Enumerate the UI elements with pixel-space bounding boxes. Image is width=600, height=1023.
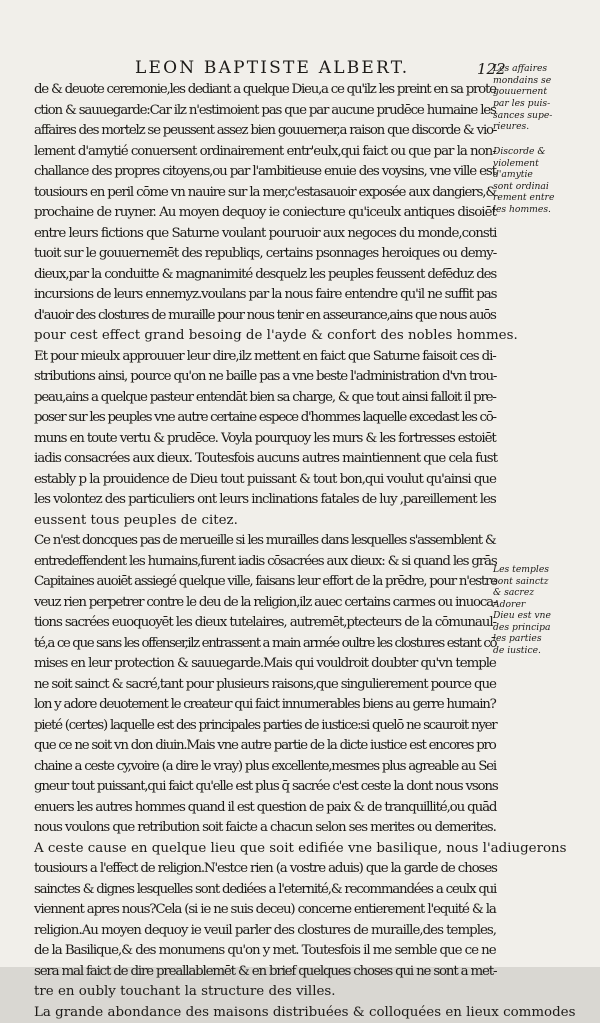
- margin-note-line: Dieu est vne: [493, 610, 599, 622]
- margin-note-line: violement: [493, 158, 599, 170]
- text-line: entre leurs fictions que Saturne voulant pouruoir aux negoces du monde,consti: [34, 224, 496, 245]
- margin-note-line: par les puis-: [493, 98, 599, 110]
- text-line: gneur tout puissant,qui faict qu'elle est plus q̄ sacrée c'est ceste la dont nous vsons: [34, 777, 496, 798]
- margin-note-line: mondains se: [493, 75, 599, 87]
- text-line: estably p la prouidence de Dieu tout puissant & tout bon,qui voulut qu'ainsi que: [34, 470, 496, 491]
- page-number: 122: [477, 60, 506, 78]
- text-line: poser sur les peuples vne autre certaine espece d'hommes laquelle excedast les cō-: [34, 408, 496, 429]
- margin-note: [493, 146, 599, 215]
- text-line: té,a ce que sans les offenser,ilz entrassent a main armée oultre les clostures estant cō: [34, 634, 496, 655]
- text-line: tuoit sur le gouuernemēt des republiqs, certains psonnages heroiques ou demy-: [34, 244, 496, 265]
- margin-note-line: & sacrez: [493, 587, 599, 599]
- margin-note-line: d'amytie: [493, 169, 599, 181]
- text-line: veuz rien perpetrer contre le deu de la religion,ilz auec certains carmes ou inuoca-: [34, 593, 496, 614]
- margin-note-line: les hommes.: [493, 204, 599, 216]
- text-line: de la Basilique,& des monumens qu'on y met. Toutesfois il me semble que ce ne: [34, 941, 496, 962]
- margin-note-line: les parties: [493, 633, 599, 645]
- margin-note-line: sont ordinai: [493, 181, 599, 193]
- text-line: Et pour mieulx approuuer leur dire,ilz mettent en faict que Saturne faisoit ces di-: [34, 347, 496, 368]
- margin-note-line: gouuernent: [493, 86, 599, 98]
- text-line: entredeffendent les humains,furent iadis cōsacrées aux dieux: & si quand les grās: [34, 552, 496, 573]
- text-line: stributions ainsi, pource qu'on ne baille pas a vne beste l'administration d'vn trou-: [34, 367, 496, 388]
- text-line: viennent apres nous?Cela (si ie ne suis deceu) concerne entierement l'equité & la: [34, 900, 496, 921]
- text-line: incursions de leurs ennemyz.voulans par la nous faire entendre qu'il ne suffit pas: [34, 285, 496, 306]
- margin-note-line: de iustice.: [493, 645, 599, 657]
- text-line: prochaine de ruyner. Au moyen dequoy ie coniecture qu'iceulx antiques disoiēt: [34, 203, 496, 224]
- text-line: mises en leur protection & sauuegarde.Mais qui vouldroit doubter qu'vn temple: [34, 654, 496, 675]
- body-text: [34, 80, 496, 1023]
- text-line: sainctes & dignes lesquelles sont dediées a l'eternité,& recommandées a ceulx qui: [34, 880, 496, 901]
- text-line: tousiours en peril cōme vn nauire sur la mer,c'estasauoir exposée aux dangiers,&: [34, 183, 496, 204]
- text-line: tre en oubly touchant la structure des villes.: [34, 982, 496, 1003]
- text-line: eussent tous peuples de citez.: [34, 511, 496, 532]
- text-line: affaires des mortelz se peussent assez bien gouuerner,a raison que discorde & vio-: [34, 121, 496, 142]
- text-line: La grande abondance des maisons distribuées & colloquées en lieux commodes: [34, 1003, 496, 1023]
- text-line: challance des propres citoyens,ou par l'ambitieuse enuie des voysins, vne ville est: [34, 162, 496, 183]
- text-line: enuers les autres hommes quand il est question de paix & de tranquillité,ou quād: [34, 798, 496, 819]
- text-line: pour cest effect grand besoing de l'ayde & confort des nobles hommes.: [34, 326, 496, 347]
- text-line: que ce ne soit vn don diuin.Mais vne autre partie de la dicte iustice est encores pro: [34, 736, 496, 757]
- margin-note: [493, 63, 599, 98]
- text-line: lon y adore deuotement le createur qui faict innumerables biens au gerre humain?: [34, 695, 496, 716]
- margin-note-line: Les affaires: [493, 63, 599, 75]
- margin-note: [493, 98, 599, 133]
- text-line: sera mal faict de dire preallablemēt & en brief quelques choses qui ne sont a met-: [34, 962, 496, 983]
- text-line: d'auoir des clostures de muraille pour nous tenir en asseurance,ains que nous auōs: [34, 306, 496, 327]
- text-line: Ce n'est doncques pas de merueille si les murailles dans lesquelles s'assemblent &: [34, 531, 496, 552]
- text-line: tousiours a l'effect de religion.N'estce rien (a vostre aduis) que la garde de choses: [34, 859, 496, 880]
- text-line: lement d'amytié conuersent ordinairement entr'eulx,qui faict ou que par la non-: [34, 142, 496, 163]
- text-line: muns en toute vertu & prudēce. Voyla pourquoy les murs & les fortresses estoiēt: [34, 429, 496, 450]
- text-line: chaine a ceste cy,voire (a dire le vray) plus excellente,mesmes plus agreable au Sei: [34, 757, 496, 778]
- text-line: A ceste cause en quelque lieu que soit edifiée vne basilique, nous l'adiugerons: [34, 839, 496, 860]
- margin-note: [493, 564, 599, 656]
- margin-note-line: des principa: [493, 622, 599, 634]
- text-line: nous voulons que retribution soit faicte a chacun selon ses merites ou demerites.: [34, 818, 496, 839]
- margin-note-line: Les temples: [493, 564, 599, 576]
- text-line: tions sacrées euoquoyēt les dieux tutelaires, autremēt,ptecteurs de la cōmunaul-: [34, 613, 496, 634]
- text-line: peau,ains a quelque pasteur entendāt bien sa charge, & que tout ainsi falloit il pre-: [34, 388, 496, 409]
- text-line: dieux,par la conduitte & magnanimité desquelz les peuples feussent defēduz des: [34, 265, 496, 286]
- text-line: pieté (certes) laquelle est des principales parties de iustice:si quelō ne scauroit nyer: [34, 716, 496, 737]
- text-line: ne soit sainct & sacré,tant pour plusieurs raisons,que singulierement pource que: [34, 675, 496, 696]
- margin-note-line: Discorde &: [493, 146, 599, 158]
- margin-note-line: Adorer: [493, 599, 599, 611]
- text-line: les volontez des particuliers ont leurs inclinations fatales de luy ,pareillement les: [34, 490, 496, 511]
- margin-note-line: sont sainctz: [493, 576, 599, 588]
- text-line: iadis consacrées aux dieux. Toutesfois aucuns autres maintiennent que cela fust: [34, 449, 496, 470]
- text-line: de & deuote ceremonie,les dediant a quelque Dieu,a ce qu'ilz les preint en sa prote: [34, 80, 496, 101]
- margin-note-line: rement entre: [493, 192, 599, 204]
- text-line: Capitaines auoiēt assiegé quelque ville, faisans leur effort de la prēdre, pour n'estre: [34, 572, 496, 593]
- margin-note-line: rieures.: [493, 121, 599, 133]
- margin-note-line: sances supe-: [493, 110, 599, 122]
- text-line: ction & sauuegarde:Car ilz n'estimoient pas que par aucune prudēce humaine les: [34, 101, 496, 122]
- text-line: religion.Au moyen dequoy ie veuil parler des clostures de muraille,des temples,: [34, 921, 496, 942]
- running-title: LEON BAPTISTE ALBERT.: [135, 58, 409, 78]
